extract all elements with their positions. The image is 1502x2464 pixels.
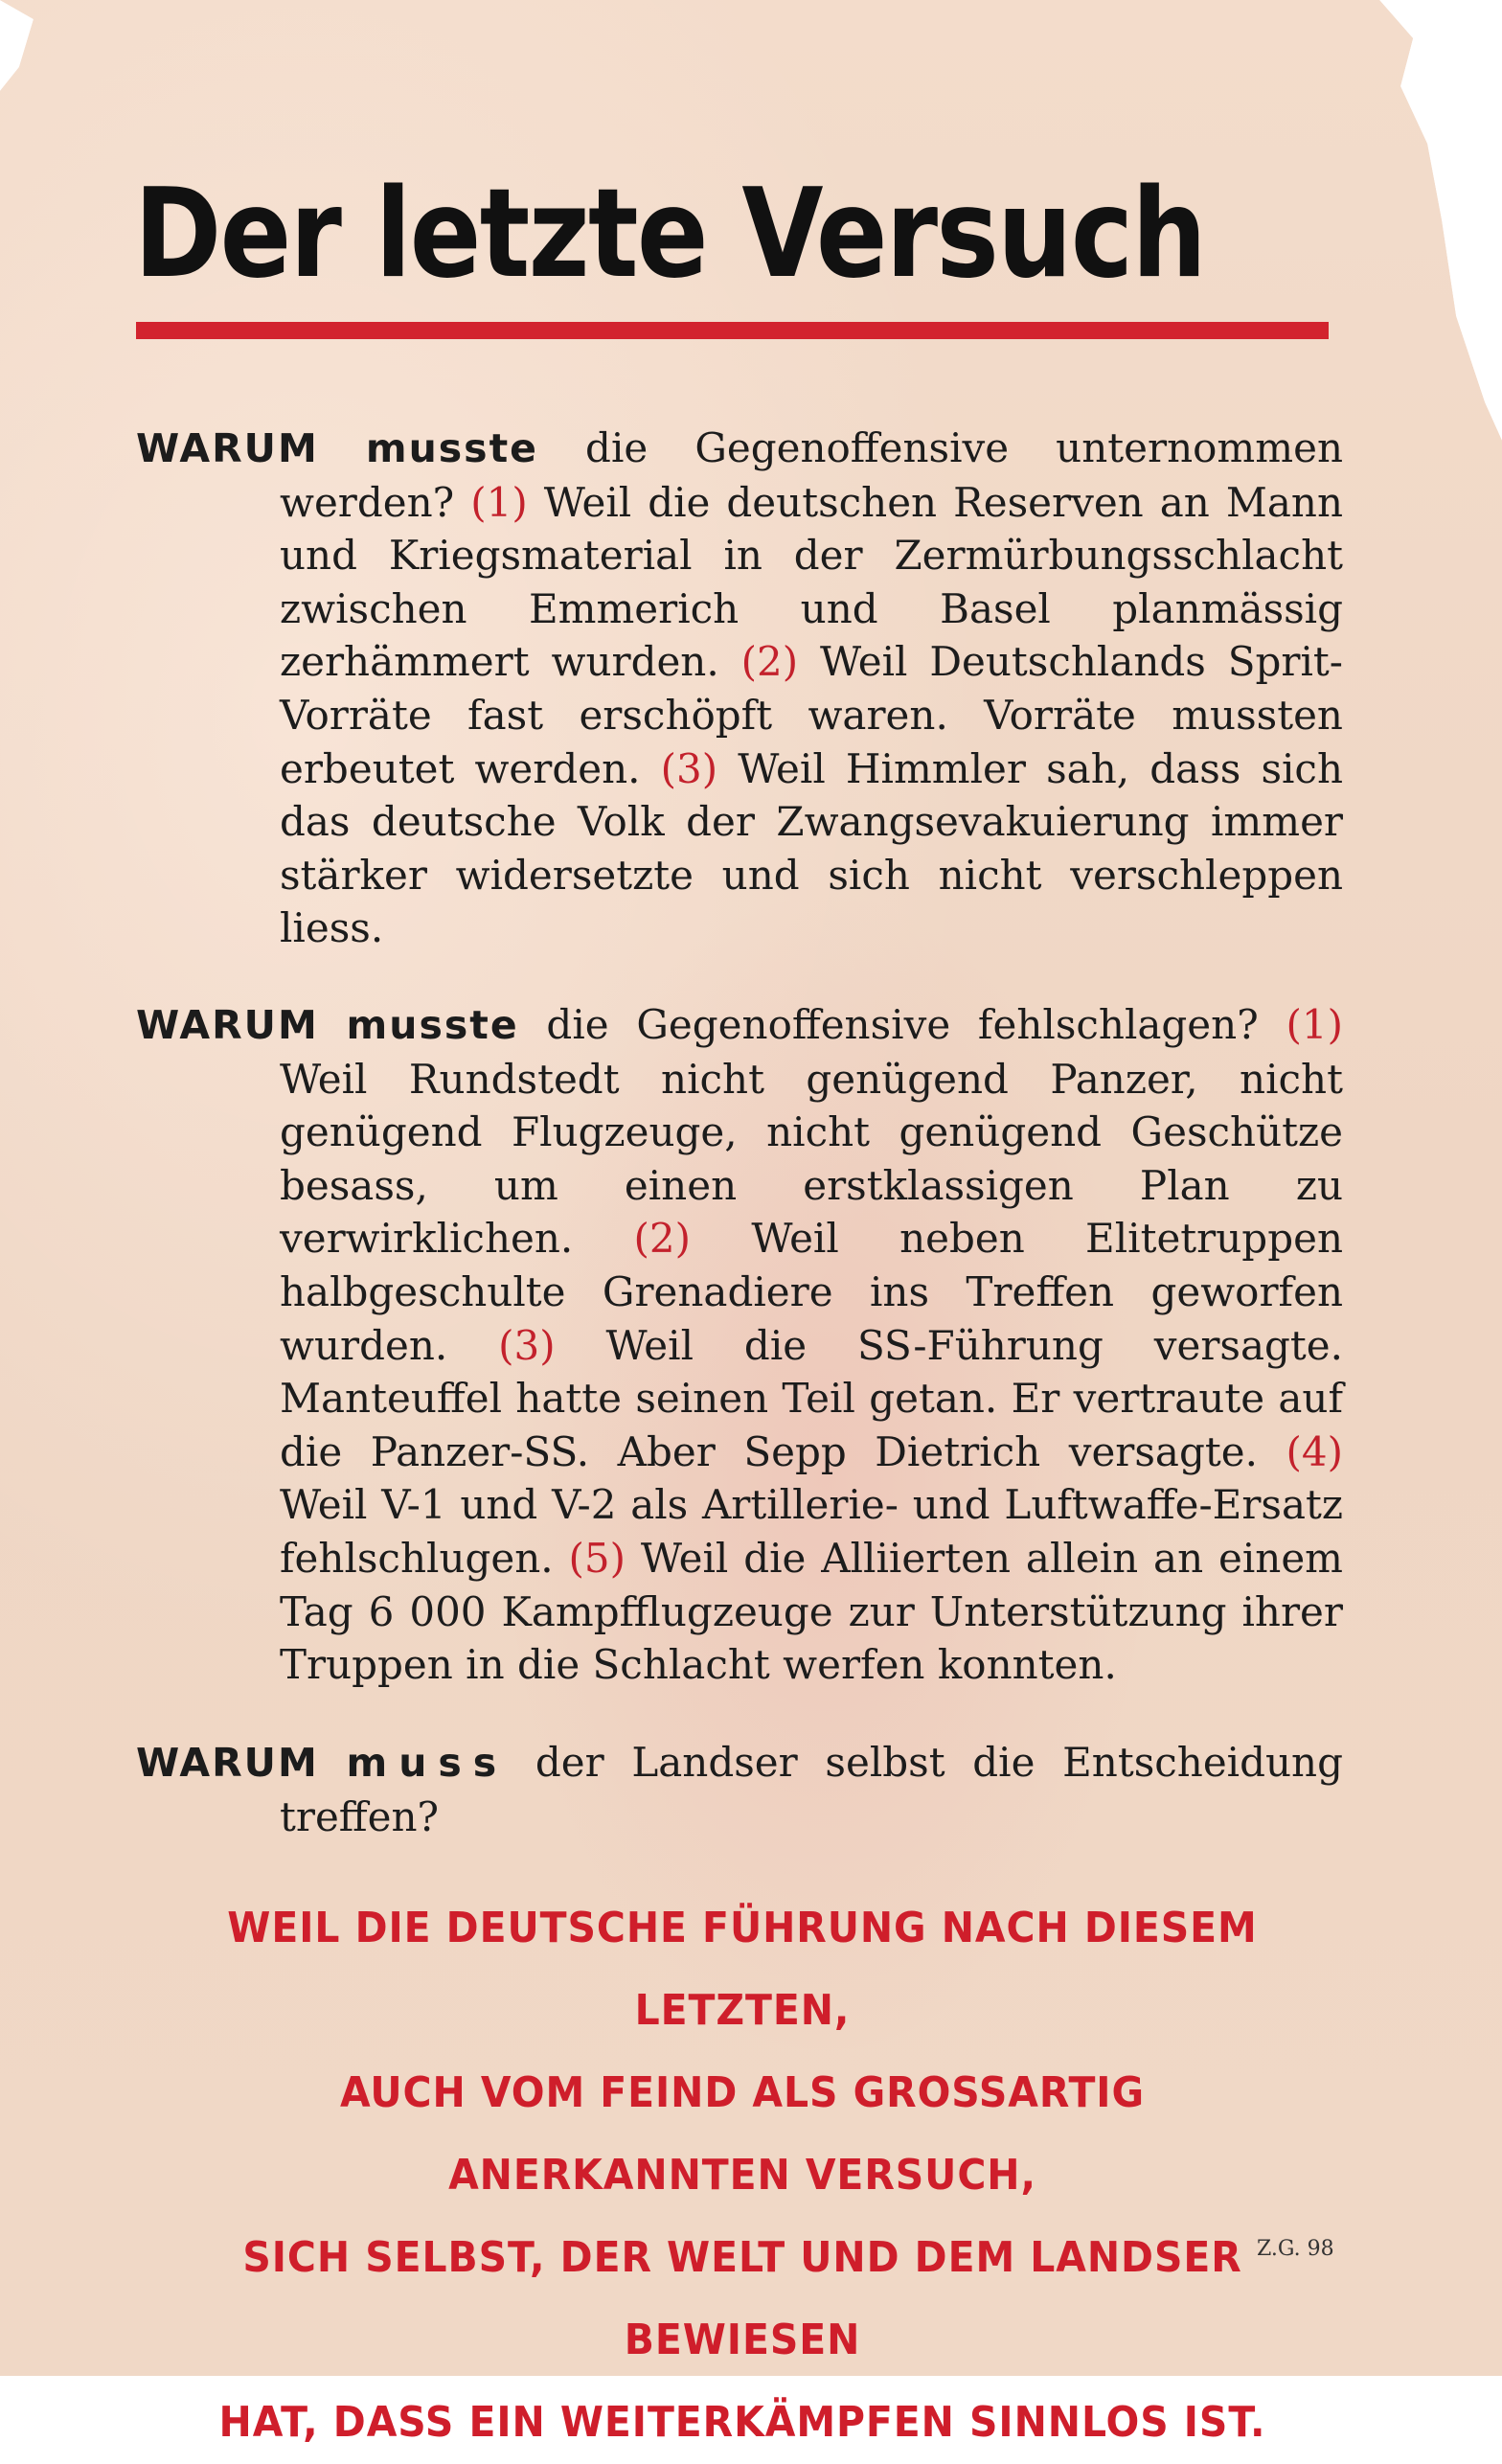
section-keyword: WARUM (136, 425, 319, 471)
section-verb: musste (346, 1002, 519, 1048)
body-text: Weil die SS-Führung versagte. Manteuffel hatte seinen Teil getan. Er vertraute auf die Panzer-SS. Aber Sepp Dietrich versagte. (280, 1321, 1343, 1475)
item-number: (5) (568, 1534, 626, 1582)
conclusion-line: HAT, DASS EIN WEITERKÄMPFEN SINNLOS IST. (218, 2398, 1266, 2447)
body-text: Weil neben Elitetruppen halbgeschulte Grenadiere ins Treffen geworfen wurden. (280, 1215, 1343, 1369)
body-text: Weil Deutschlands Sprit-Vorräte fast erschöpft waren. Vorräte mussten erbeutet werden. (280, 638, 1343, 792)
section-verb: muss (346, 1740, 509, 1786)
section-text (136, 422, 1343, 955)
section-why-counteroffensive (136, 422, 1343, 955)
body-text: Weil die deutschen Reserven an Mann und Kriegsmaterial in der Zermürbungsschlacht zwischen Emmerich und Basel planmässig zerhämmert wurden. (280, 478, 1343, 686)
section-keyword: WARUM (136, 1740, 319, 1786)
conclusion-line: WEIL DIE DEUTSCHE FÜHRUNG NACH DIESEM LETZTEN, (227, 1904, 1258, 2035)
section-verb: musste (365, 425, 538, 471)
body-text: Weil die Alliierten allein an einem Tag 6 000 Kampfflugzeuge zur Unterstützung ihrer Truppen in die Schlacht werfen konnten. (280, 1534, 1344, 1689)
body-text: die Gegenoffensive fehlschlagen? (518, 1001, 1286, 1048)
body-text: Weil Himmler sah, dass sich das deutsche Volk der Zwangsevakuierung immer stärker widersetzte und sich nicht verschleppen liess. (280, 744, 1343, 952)
item-number: (3) (660, 744, 718, 792)
section-text (136, 1736, 1343, 1843)
body-text: Weil Rundstedt nicht genügend Panzer, nicht genügend Flugzeuge, nicht genügend Geschütze besass, um einen erstklassigen Plan zu verwirklichen. (280, 1055, 1343, 1263)
body-text: der Landser selbst die Entscheidung treffen? (280, 1739, 1343, 1840)
leaflet-title: Der letzte Versuch (134, 163, 1205, 306)
conclusion-line: AUCH VOM FEIND ALS GROSSARTIG ANERKANNTEN VERSUCH, (340, 2068, 1145, 2200)
item-number: (1) (470, 478, 528, 526)
conclusion-block (176, 1887, 1308, 2464)
body-text: die Gegenoffensive unternommen werden? (280, 424, 1343, 526)
section-text (136, 998, 1343, 1692)
item-number: (3) (498, 1321, 556, 1369)
section-why-failed (136, 998, 1343, 1692)
item-number: (4) (1286, 1427, 1343, 1475)
section-keyword: WARUM (136, 1002, 319, 1048)
conclusion-line: SICH SELBST, DER WELT UND DEM LANDSER BEWIESEN (242, 2233, 1242, 2364)
title-underline-rule (136, 322, 1329, 339)
leaflet-code: Z.G. 98 (1257, 2237, 1334, 2261)
section-why-decision (136, 1736, 1343, 1843)
item-number: (2) (633, 1215, 692, 1263)
item-number: (2) (740, 638, 799, 686)
item-number: (1) (1286, 1001, 1343, 1048)
body-text: Weil V-1 und V-2 als Artillerie- und Luftwaffe-Ersatz fehlschlugen. (280, 1481, 1343, 1582)
